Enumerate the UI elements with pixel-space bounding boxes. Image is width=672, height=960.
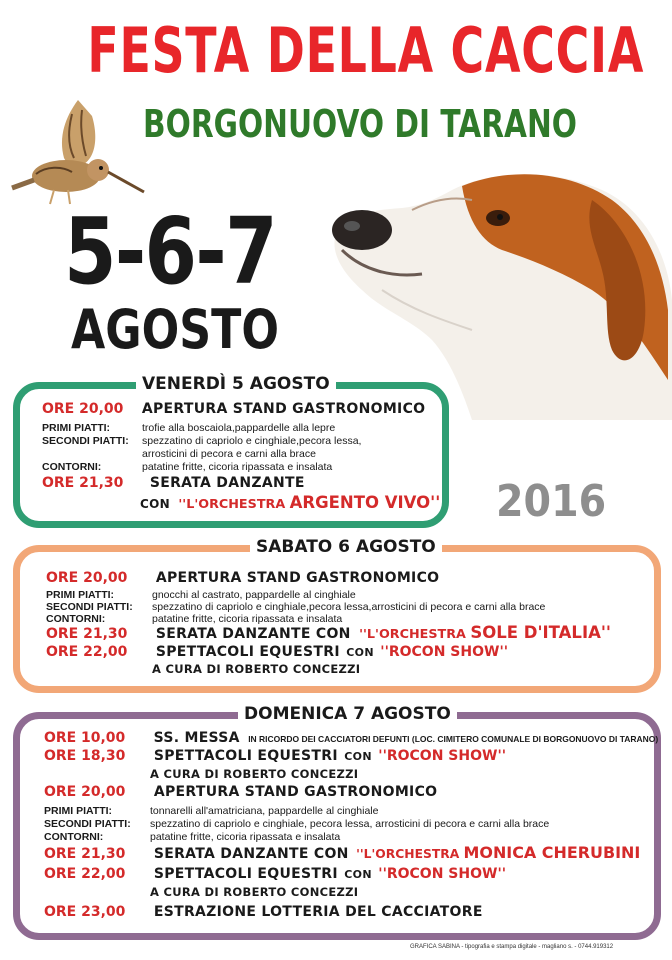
menu-label: PRIMI PIATTI: xyxy=(46,589,115,601)
organizer: A CURA DI ROBERTO CONCEZZI xyxy=(150,767,359,781)
event-time: ORE 20,00 xyxy=(46,570,128,586)
sunday-event-2 xyxy=(44,748,506,764)
event-dates: 5-6-7 xyxy=(64,198,276,305)
menu-text: patatine fritte, cicoria ripassata e insalata xyxy=(142,461,333,473)
event-time: ORE 21,30 xyxy=(42,475,124,491)
poster-title: FESTA DELLA CACCIA xyxy=(87,14,645,87)
friday-event-2 xyxy=(42,475,305,491)
saturday-event-1 xyxy=(46,570,439,586)
event-time: ORE 20,00 xyxy=(42,401,124,417)
con-label: CON xyxy=(140,497,170,511)
friday-contorni xyxy=(42,458,332,474)
menu-text: spezzatino di capriolo e cinghiale,pecora lessa,arrosticini di pecora e carni alla brace xyxy=(152,601,546,613)
printer-credit: GRAFICA SABINA - tipografia e stampa digitale - magliano s. - 0744.919312 xyxy=(410,944,614,950)
friday-event-1 xyxy=(42,401,425,417)
sunday-event-4 xyxy=(44,845,640,862)
menu-text: patatine fritte, cicoria ripassata e insalata xyxy=(152,613,343,625)
event-title: SS. MESSA xyxy=(153,730,240,746)
event-title: SPETTACOLI EQUESTRI xyxy=(153,866,338,882)
sunday-event-6 xyxy=(44,904,483,920)
organizer: A CURA DI ROBERTO CONCEZZI xyxy=(152,662,361,676)
organizer: A CURA DI ROBERTO CONCEZZI xyxy=(150,885,359,899)
menu-label: CONTORNI: xyxy=(42,461,102,473)
con-label: CON xyxy=(346,646,374,659)
saturday-cura xyxy=(152,661,360,677)
event-time: ORE 10,00 xyxy=(44,730,126,746)
show-name: ''ROCON SHOW'' xyxy=(378,866,507,882)
event-title: ESTRAZIONE LOTTERIA DEL CACCIATORE xyxy=(153,904,483,920)
event-title: APERTURA STAND GASTRONOMICO xyxy=(155,570,440,586)
sunday-event-5 xyxy=(44,866,506,882)
sunday-cura-2 xyxy=(150,884,358,900)
menu-text: arrosticini di pecora e carni alla brace xyxy=(142,448,316,460)
saturday-event-2 xyxy=(46,625,611,642)
menu-text: spezzatino di capriolo e cinghiale,pecora lessa, xyxy=(142,435,362,447)
saturday-event-3 xyxy=(46,644,508,660)
menu-label: PRIMI PIATTI: xyxy=(44,805,113,817)
poster-subtitle: BORGONUOVO DI TARANO xyxy=(143,102,577,146)
event-time: ORE 18,30 xyxy=(44,748,126,764)
event-title: SERATA DANZANTE CON xyxy=(153,846,349,862)
event-year: 2016 xyxy=(496,476,607,527)
friday-orchestra-line xyxy=(140,495,440,512)
menu-text: patatine fritte, cicoria ripassata e insalata xyxy=(150,831,341,843)
event-title: APERTURA STAND GASTRONOMICO xyxy=(153,784,438,800)
menu-label: SECONDI PIATTI: xyxy=(42,435,129,447)
menu-text: gnocchi al castrato, pappardelle al cinghiale xyxy=(152,589,356,601)
sunday-day-title: DOMENICA 7 AGOSTO xyxy=(238,704,457,724)
event-time: ORE 23,00 xyxy=(44,904,126,920)
friday-day-title: VENERDÌ 5 AGOSTO xyxy=(136,374,336,394)
event-title: APERTURA STAND GASTRONOMICO xyxy=(141,401,426,417)
event-time: ORE 21,30 xyxy=(46,626,128,642)
event-time: ORE 22,00 xyxy=(46,644,128,660)
con-label: CON xyxy=(344,868,372,881)
menu-label: PRIMI PIATTI: xyxy=(42,422,111,434)
orchestra-name: ''L'ORCHESTRA SOLE D'ITALIA'' xyxy=(359,623,611,642)
show-name: ''ROCON SHOW'' xyxy=(380,644,509,660)
event-title: SPETTACOLI EQUESTRI xyxy=(153,748,338,764)
sunday-event-3 xyxy=(44,784,437,800)
event-title: SERATA DANZANTE CON xyxy=(155,626,351,642)
event-month: AGOSTO xyxy=(71,298,279,361)
con-label: CON xyxy=(344,750,372,763)
saturday-day-title: SABATO 6 AGOSTO xyxy=(250,537,442,557)
menu-text: spezzatino di capriolo e cinghiale, pecora lessa, arrosticini di pecora e carni alla brace xyxy=(150,818,550,830)
woodcock-illustration xyxy=(6,96,146,206)
menu-label: SECONDI PIATTI: xyxy=(44,818,131,830)
menu-text: trofie alla boscaiola,pappardelle alla lepre xyxy=(142,422,336,434)
menu-label: CONTORNI: xyxy=(44,831,104,843)
event-note: IN RICORDO DEI CACCIATORI DEFUNTI (LOC. CIMITERO COMUNALE DI BORGONUOVO DI TARANO) xyxy=(248,734,659,744)
menu-label: CONTORNI: xyxy=(46,613,106,625)
hunting-dog-illustration xyxy=(322,160,672,420)
orchestra-name: ''L'ORCHESTRA MONICA CHERUBINI xyxy=(356,843,641,862)
sunday-contorni xyxy=(44,828,340,844)
event-time: ORE 21,30 xyxy=(44,846,126,862)
event-title: SERATA DANZANTE xyxy=(149,475,305,491)
show-name: ''ROCON SHOW'' xyxy=(378,748,507,764)
saturday-contorni xyxy=(46,610,342,626)
menu-label: SECONDI PIATTI: xyxy=(46,601,133,613)
event-time: ORE 22,00 xyxy=(44,866,126,882)
event-time: ORE 20,00 xyxy=(44,784,126,800)
sunday-event-1 xyxy=(44,730,658,746)
sunday-cura xyxy=(150,766,358,782)
event-title: SPETTACOLI EQUESTRI xyxy=(155,644,340,660)
orchestra-name: ''L'ORCHESTRA ARGENTO VIVO'' xyxy=(178,493,441,512)
menu-text: tonnarelli all'amatriciana, pappardelle al cinghiale xyxy=(150,805,379,817)
